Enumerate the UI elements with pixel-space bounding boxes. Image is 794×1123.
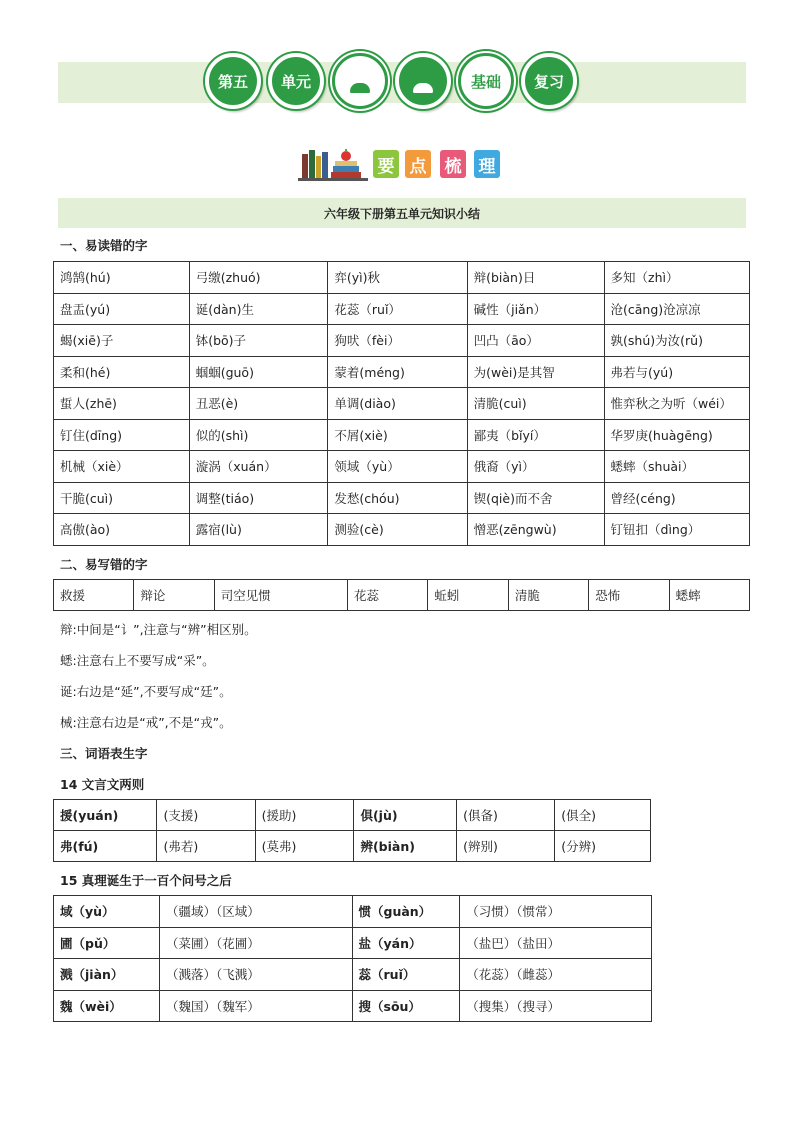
table-cell: （菜圃）（花圃） [159, 927, 352, 959]
table-cell: 测验(cè) [328, 514, 467, 546]
table-cell: 漩涡（xuán） [189, 451, 328, 483]
lesson14-table [53, 799, 651, 862]
table-cell: 辨(biàn) [354, 831, 457, 862]
table-cell: 柔和(hé) [54, 356, 190, 388]
header-circle-1 [205, 53, 261, 109]
table-cell: 碱性（jiǎn） [467, 293, 604, 325]
note-line: 辩:中间是“讠”,注意与“辨”相区别。 [60, 622, 257, 637]
table-cell: （魏国）（魏军） [159, 990, 352, 1022]
table-cell: 圃（pǔ） [54, 927, 160, 959]
header-circle-text: 第五 [217, 72, 248, 91]
table-cell: 调整(tiáo) [189, 482, 328, 514]
hard-to-read-table [53, 261, 750, 546]
table-cell: 弗若与(yú) [604, 356, 749, 388]
table-cell: （溅落）（飞溅） [159, 959, 352, 991]
logo-char: 要 [377, 156, 395, 177]
table-cell: 似的(shì) [189, 419, 328, 451]
table-cell: （搜集）（搜寻） [460, 990, 652, 1022]
blank-mark-icon [350, 83, 370, 93]
table-cell: 溅（jiàn） [54, 959, 160, 991]
table-cell: 蝈蝈(guō) [189, 356, 328, 388]
table-row [54, 959, 652, 991]
header-circle-2 [268, 53, 324, 109]
table-cell: （疆域）（区域） [159, 896, 352, 928]
blank-mark-icon [413, 83, 433, 93]
table-cell: 为(wèi)是其智 [467, 356, 604, 388]
table-cell: 魏（wèi） [54, 990, 160, 1022]
table-cell: 惯（guàn） [352, 896, 460, 928]
table-cell: (俱全) [555, 800, 651, 831]
table-cell: 领域（yù） [328, 451, 467, 483]
header-circle-text: 单元 [280, 72, 311, 91]
table-row [54, 293, 750, 325]
table-row [54, 831, 651, 862]
lesson15-title: 15 真理诞生于一百个问号之后 [60, 873, 232, 888]
table-cell: 蒙着(méng) [328, 356, 467, 388]
table-cell: 弈(yì)秋 [328, 262, 467, 294]
table-row [54, 419, 750, 451]
table-cell: 鄙夷（bǐyí） [467, 419, 604, 451]
logo-tile [373, 150, 399, 178]
table-row [54, 580, 750, 611]
table-cell: 司空见惯 [214, 580, 347, 611]
table-row [54, 356, 750, 388]
table-row [54, 800, 651, 831]
table-cell: （习惯）（惯常） [460, 896, 652, 928]
table-cell: (支援) [157, 800, 255, 831]
table-cell: 多知（zhì） [604, 262, 749, 294]
table-cell: (莫弗) [255, 831, 354, 862]
table-cell: 单调(diào) [328, 388, 467, 420]
table-row [54, 325, 750, 357]
table-cell: 曾经(céng) [604, 482, 749, 514]
section1-title: 一、易读错的字 [60, 238, 148, 253]
books-icon [298, 146, 370, 182]
section-logo [298, 146, 503, 186]
table-cell: 钉钮扣（dìng） [604, 514, 749, 546]
table-cell: （花蕊）（雌蕊） [460, 959, 652, 991]
table-cell: 狗吠（fèi） [328, 325, 467, 357]
hard-to-write-table [53, 579, 750, 611]
table-cell: 干脆(cuì) [54, 482, 190, 514]
table-cell: 盘盂(yú) [54, 293, 190, 325]
lesson15-table [53, 895, 652, 1022]
page-subtitle: 六年级下册第五单元知识小结 [58, 198, 746, 228]
table-cell: (辨别) [457, 831, 555, 862]
table-cell: 蟋蟀 [669, 580, 749, 611]
table-row [54, 388, 750, 420]
table-cell: 凹凸（āo） [467, 325, 604, 357]
header-circle-6 [521, 53, 577, 109]
table-cell: 钉住(dīng) [54, 419, 190, 451]
section2-title: 二、易写错的字 [60, 557, 148, 572]
table-cell: 沧(cāng)沧凉凉 [604, 293, 749, 325]
table-cell: 清脆(cuì) [467, 388, 604, 420]
table-cell: 辩(biàn)日 [467, 262, 604, 294]
note-line: 诞:右边是“延”,不要写成“廷”。 [60, 684, 232, 699]
table-cell: (分辨) [555, 831, 651, 862]
logo-char: 点 [409, 156, 427, 177]
table-cell: (俱备) [457, 800, 555, 831]
table-cell: 俱(jù) [354, 800, 457, 831]
table-row [54, 514, 750, 546]
table-cell: 蟋蟀（shuài） [604, 451, 749, 483]
table-row [54, 262, 750, 294]
table-row [54, 990, 652, 1022]
table-cell: 蚯蚓 [428, 580, 508, 611]
table-cell: 恐怖 [589, 580, 669, 611]
logo-tile [405, 150, 431, 178]
table-row [54, 451, 750, 483]
table-cell: 域（yù） [54, 896, 160, 928]
table-cell: （盐巴）（盐田） [460, 927, 652, 959]
table-cell: 憎恶(zēngwù) [467, 514, 604, 546]
table-cell: 孰(shú)为汝(rǔ) [604, 325, 749, 357]
table-cell: 蕊（ruǐ） [352, 959, 460, 991]
header-circle-4 [395, 53, 451, 109]
logo-tile [474, 150, 500, 178]
table-cell: 钵(bō)子 [189, 325, 328, 357]
table-cell: 不屑(xiè) [328, 419, 467, 451]
logo-tile [440, 150, 466, 178]
table-cell: 弗(fú) [54, 831, 157, 862]
table-cell: 华罗庚(huàgēng) [604, 419, 749, 451]
logo-char: 梳 [444, 156, 462, 177]
table-cell: 俄裔（yì） [467, 451, 604, 483]
table-cell: 丑恶(è) [189, 388, 328, 420]
table-cell: 蜇人(zhē) [54, 388, 190, 420]
header-circle-3 [332, 53, 388, 109]
header-circle-text: 复习 [533, 72, 564, 91]
note-line: 蟋:注意右上不要写成“采”。 [60, 653, 215, 668]
note-line: 械:注意右边是“戒”,不是“戎”。 [60, 715, 232, 730]
table-cell: 惟弈秋之为听（wéi） [604, 388, 749, 420]
logo-char: 理 [478, 156, 496, 177]
table-row [54, 482, 750, 514]
table-cell: 机械（xiè） [54, 451, 190, 483]
table-cell: 搜（sōu） [352, 990, 460, 1022]
lesson14-title: 14 文言文两则 [60, 777, 145, 792]
header-circle-text: 基础 [470, 72, 501, 91]
header-circle-5 [458, 53, 514, 109]
table-cell: 鸿鹄(hú) [54, 262, 190, 294]
table-row [54, 896, 652, 928]
table-cell: 蝎(xiē)子 [54, 325, 190, 357]
table-cell: 弓缴(zhuó) [189, 262, 328, 294]
table-cell: 锲(qiè)而不舍 [467, 482, 604, 514]
table-cell: (弗若) [157, 831, 255, 862]
table-row [54, 927, 652, 959]
table-cell: 辩论 [134, 580, 214, 611]
table-cell: 花蕊（ruǐ） [328, 293, 467, 325]
table-cell: 清脆 [508, 580, 588, 611]
table-cell: 诞(dàn)生 [189, 293, 328, 325]
table-cell: 露宿(lù) [189, 514, 328, 546]
table-cell: 盐（yán） [352, 927, 460, 959]
table-cell: 援(yuán) [54, 800, 157, 831]
table-cell: 高傲(ào) [54, 514, 190, 546]
table-cell: 花蕊 [348, 580, 428, 611]
section3-title: 三、词语表生字 [60, 746, 148, 761]
table-cell: 发愁(chóu) [328, 482, 467, 514]
table-cell: 救援 [54, 580, 134, 611]
table-cell: (援助) [255, 800, 354, 831]
